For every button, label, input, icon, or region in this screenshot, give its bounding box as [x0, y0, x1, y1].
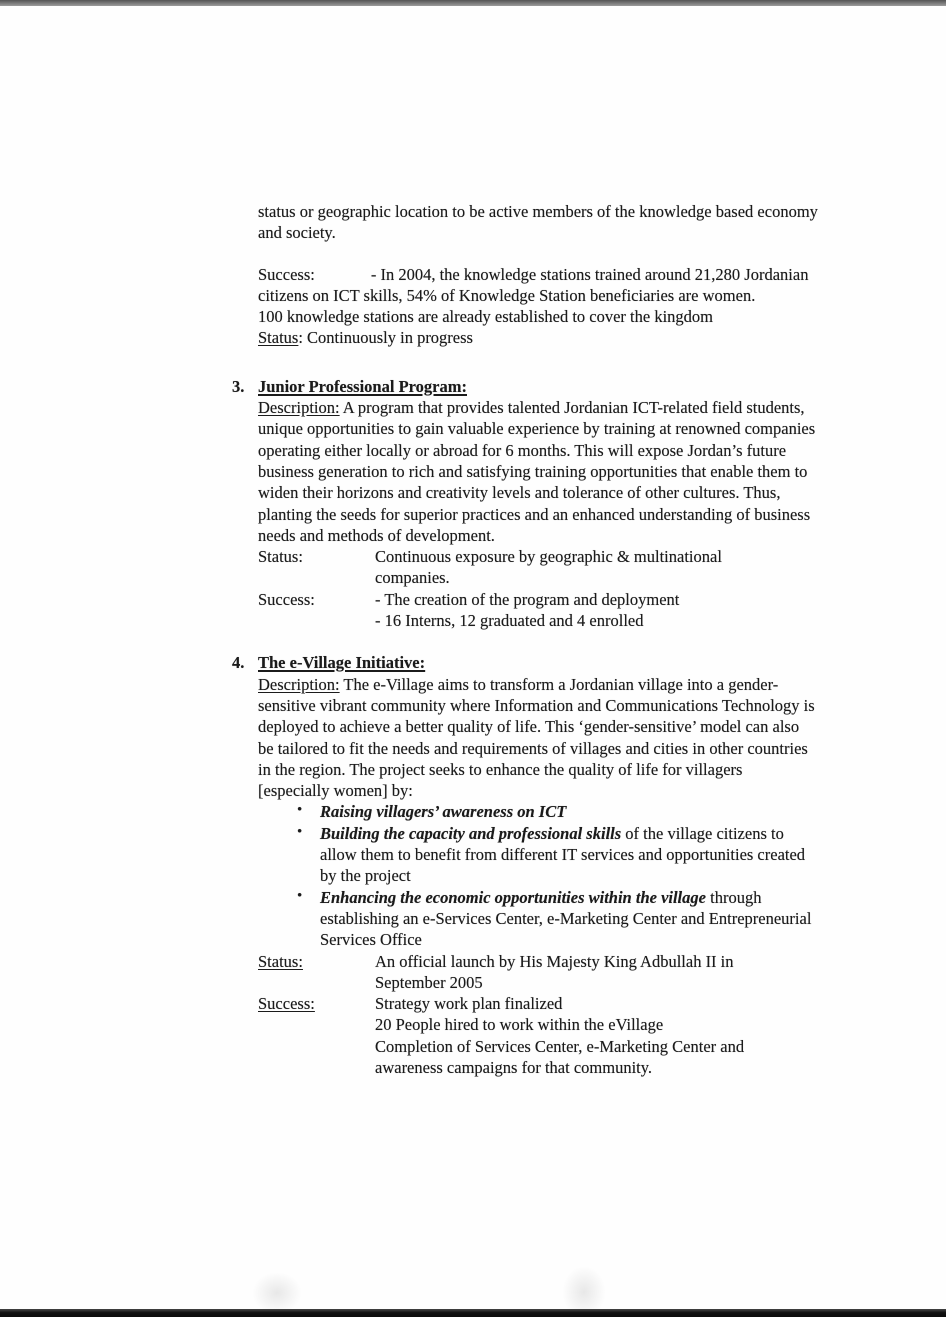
description-text: The e-Village aims to transform a Jordanian village into a gender-sensitive vibrant community where Information and Communications Technology is deployed to achieve a better quality of life. This ‘gender-sensitive’ model can also be tailored to fit the needs and requirements of villages and cities in other countries in the region. The project seeks to enhance the quality of life for villagers [especially women] by: [258, 674, 815, 801]
knowledge-stations-coverage-line: 100 knowledge stations are already established to cover the kingdom [258, 307, 713, 327]
bullet-emphasis: Enhancing the economic opportunities within the village [320, 887, 706, 907]
knowledge-stations-results [258, 264, 818, 349]
bullet-emphasis: Raising villagers’ awareness on ICT [320, 802, 567, 822]
status-label: Status [258, 328, 299, 348]
knowledge-stations-status-entry [258, 327, 818, 348]
scan-smudge [252, 1272, 302, 1314]
status-label: Status: [258, 547, 303, 567]
bullet-rest: of the village citizens to allow them to benefit from different IT services and opportunities created by the project [320, 823, 806, 886]
success-label: Success: [258, 264, 315, 284]
status-label: Status: [258, 951, 303, 971]
success-label: Success: [258, 589, 315, 609]
status-value: An official launch by His Majesty King Adbullah II in September 2005 [375, 951, 734, 992]
description-paragraph [258, 397, 818, 546]
success-value-line: - The creation of the program and deployment [375, 589, 680, 609]
success-value-line: 20 People hired to work within the eVillage [375, 1015, 664, 1035]
bullet-item [297, 887, 818, 951]
bullet-list [297, 801, 818, 950]
success-row [258, 589, 818, 632]
continuation-paragraph: status or geographic location to be active members of the knowledge based economy and society. [258, 202, 818, 243]
document-page [232, 201, 818, 1078]
bullet-emphasis: Building the capacity and professional skills [320, 823, 622, 843]
bullet-rest: through establishing an e-Services Center, e-Marketing Center and Entrepreneurial Services Office [320, 887, 812, 950]
success-text: - In 2004, the knowledge stations trained around 21,280 Jordanian citizens on ICT skills, 54% of Knowledge Station beneficiaries are women. [258, 264, 809, 305]
section-title: The e-Village Initiative: [258, 653, 426, 673]
section-number: 4. [232, 653, 245, 673]
status-row [258, 546, 818, 589]
knowledge-stations-success-entry [258, 264, 818, 307]
bullet-item [297, 823, 818, 887]
description-text: A program that provides talented Jordanian ICT-related field students, unique opportunities to gain valuable experience by training at renowned companies operating either locally or abroad for 6 months. This will expose Jordan’s future business generation to rich and satisfying training opportunities that enable them to widen their horizons and creativity levels and tolerance of other cultures. Thus, planting the seeds for superior practices and an enhanced understanding of business needs and methods of development. [258, 398, 816, 545]
success-value-line: - 16 Interns, 12 graduated and 4 enrolled [375, 611, 644, 631]
status-text: : Continuously in progress [298, 328, 473, 348]
section-junior-professional-program [232, 376, 818, 632]
bullet-icon: • [297, 823, 303, 840]
success-values [375, 993, 795, 1078]
bullet-item [297, 801, 818, 822]
description-paragraph [258, 674, 818, 802]
success-row [258, 993, 818, 1078]
success-value-line: Completion of Services Center, e-Marketing Center and awareness campaigns for that community. [375, 1036, 745, 1077]
success-value-line: Strategy work plan finalized [375, 994, 563, 1014]
bottom-page-rule [0, 1309, 946, 1317]
success-label: Success: [258, 994, 315, 1014]
description-label: Description: [258, 674, 340, 694]
top-page-rule [0, 0, 946, 6]
status-row [258, 951, 818, 994]
description-label: Description: [258, 398, 340, 418]
section-number: 3. [232, 376, 245, 396]
status-value: Continuous exposure by geographic & multinational companies. [375, 547, 722, 588]
bullet-icon: • [297, 887, 303, 904]
section-title: Junior Professional Program: [258, 376, 467, 396]
section-evillage-initiative [232, 652, 818, 1078]
bullet-icon: • [297, 802, 303, 819]
success-values [375, 589, 795, 632]
